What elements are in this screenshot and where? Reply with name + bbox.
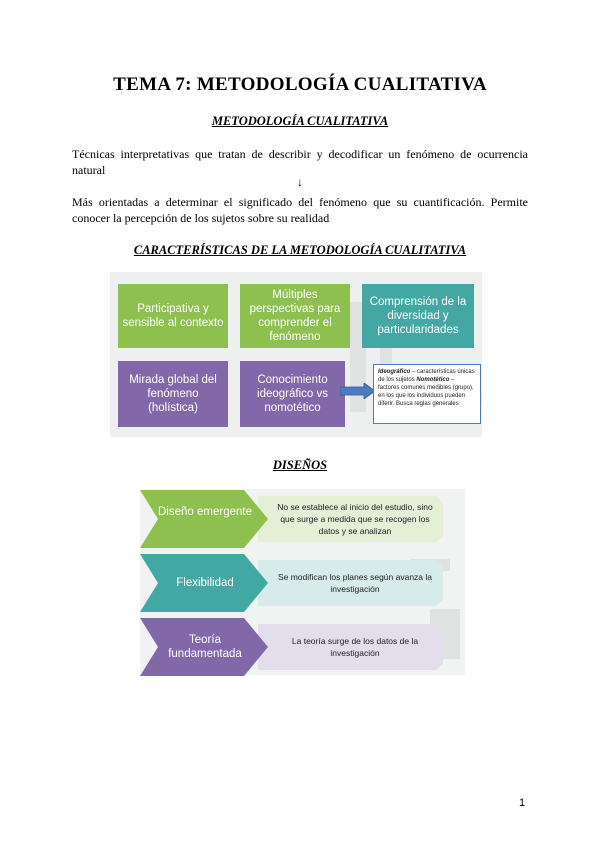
- design-label: Diseño emergente: [158, 506, 252, 518]
- design-label: Flexibilidad: [176, 577, 234, 589]
- characteristic-box: Conocimiento ideográfico vs nomotético: [240, 361, 345, 427]
- design-label: Teoría fundamentada: [168, 634, 242, 660]
- characteristic-box: Múltiples perspectivas para comprender el fenómeno: [240, 284, 350, 348]
- designs-heading: DISEÑOS: [272, 458, 328, 472]
- design-chevron: [140, 490, 270, 548]
- characteristic-box: Mirada global del fenómeno (holística): [118, 361, 228, 427]
- callout-text-ideographic: – características únicas de los sujetos: [378, 369, 475, 383]
- design-description: No se establece al inicio del estudio, sino que surge a medida que se recogen los datos y se analizan: [277, 502, 433, 536]
- purpose-paragraph: Más orientadas a determinar el significado del fenómeno que su cuantificación. Permite conocer la percepción de los sujetos sobre su realidad: [72, 195, 528, 225]
- definition-paragraph: Técnicas interpretativas que tratan de describir y decodificar un fenómeno de ocurrencia natural: [72, 147, 528, 177]
- characteristics-heading: CARACTERÍSTICAS DE LA METODOLOGÍA CUALITATIVA: [133, 243, 467, 257]
- ideographic-callout: [373, 364, 481, 424]
- characteristic-box: Comprensión de la diversidad y particularidades: [362, 284, 474, 348]
- down-arrow-icon: ↓: [297, 175, 303, 189]
- design-description: Se modifican los planes según avanza la investigación: [277, 572, 433, 594]
- callout-term-nomothetic: Nomotético: [416, 377, 450, 383]
- characteristic-box: Participativa y sensible al contexto: [118, 284, 228, 348]
- page-title: TEMA 7: METODOLOGÍA CUALITATIVA: [113, 74, 487, 95]
- callout-term-ideographic: Ideográfico: [378, 369, 411, 375]
- section-subtitle: METODOLOGÍA CUALITATIVA: [211, 114, 389, 128]
- design-description: La teoría surge de los datos de la investigación: [291, 636, 419, 658]
- page-number: 1: [519, 797, 526, 809]
- arrow-right-icon: [340, 383, 376, 399]
- callout-text-nomothetic: – factores comunes medibles (grupo), en los que los individuos pueden diferir. Busca reglas generales: [378, 377, 474, 407]
